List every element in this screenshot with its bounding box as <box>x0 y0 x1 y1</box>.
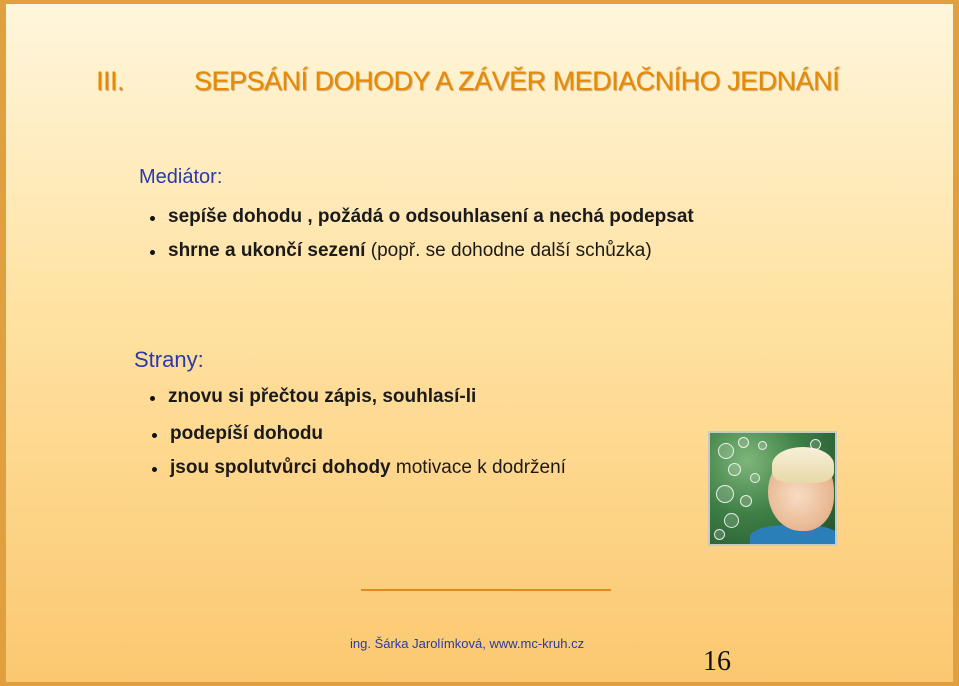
strany-item-2-bold: podepíší dohodu <box>170 423 324 444</box>
mediator-item-2-plain: (popř. se dohodne další schůzka) <box>365 240 652 261</box>
footer-author: ing. Šárka Jarolímková, www.mc-kruh.cz <box>350 636 585 651</box>
bubble <box>750 473 760 483</box>
bubble <box>728 463 741 476</box>
bubble <box>758 441 767 450</box>
bullet-dot <box>150 250 155 255</box>
mediator-item-1-bold: sepíše dohodu , požádá o odsouhlasení a nechá podepsat <box>168 206 694 227</box>
child-bubbles-photo <box>708 431 837 546</box>
bullet-dot <box>152 467 157 472</box>
footer-divider <box>361 589 611 591</box>
strany-item-3 <box>170 457 566 479</box>
strany-item-3-plain: motivace k dodržení <box>390 457 566 478</box>
bullet-dot <box>152 433 157 438</box>
strany-heading: Strany: <box>134 347 204 372</box>
mediator-item-1 <box>168 206 694 228</box>
bullet-dot <box>150 216 155 221</box>
strany-item-1-bold: znovu si přečtou zápis, souhlasí-li <box>168 386 477 407</box>
page-number: 16 <box>703 646 731 677</box>
mediator-item-2-bold: shrne a ukončí sezení <box>168 240 366 261</box>
mediator-item-2 <box>168 240 652 262</box>
title-text: SEPSÁNÍ DOHODY A ZÁVĚR MEDIAČNÍHO JEDNÁNÍ <box>194 66 840 96</box>
strany-item-3-bold: jsou spolutvůrci dohody <box>170 457 391 478</box>
bullet-dot <box>150 396 155 401</box>
slide-title <box>96 66 896 106</box>
bubble <box>716 485 734 503</box>
bubble <box>718 443 734 459</box>
strany-item-1 <box>168 386 476 408</box>
bubble <box>740 495 752 507</box>
bubble <box>738 437 749 448</box>
mediator-heading: Mediátor: <box>139 166 223 188</box>
bubble <box>724 513 739 528</box>
photo-hair <box>772 447 834 483</box>
bubble <box>714 529 725 540</box>
bubble <box>810 439 821 450</box>
title-number: III. <box>96 66 125 96</box>
strany-item-2 <box>170 423 323 445</box>
